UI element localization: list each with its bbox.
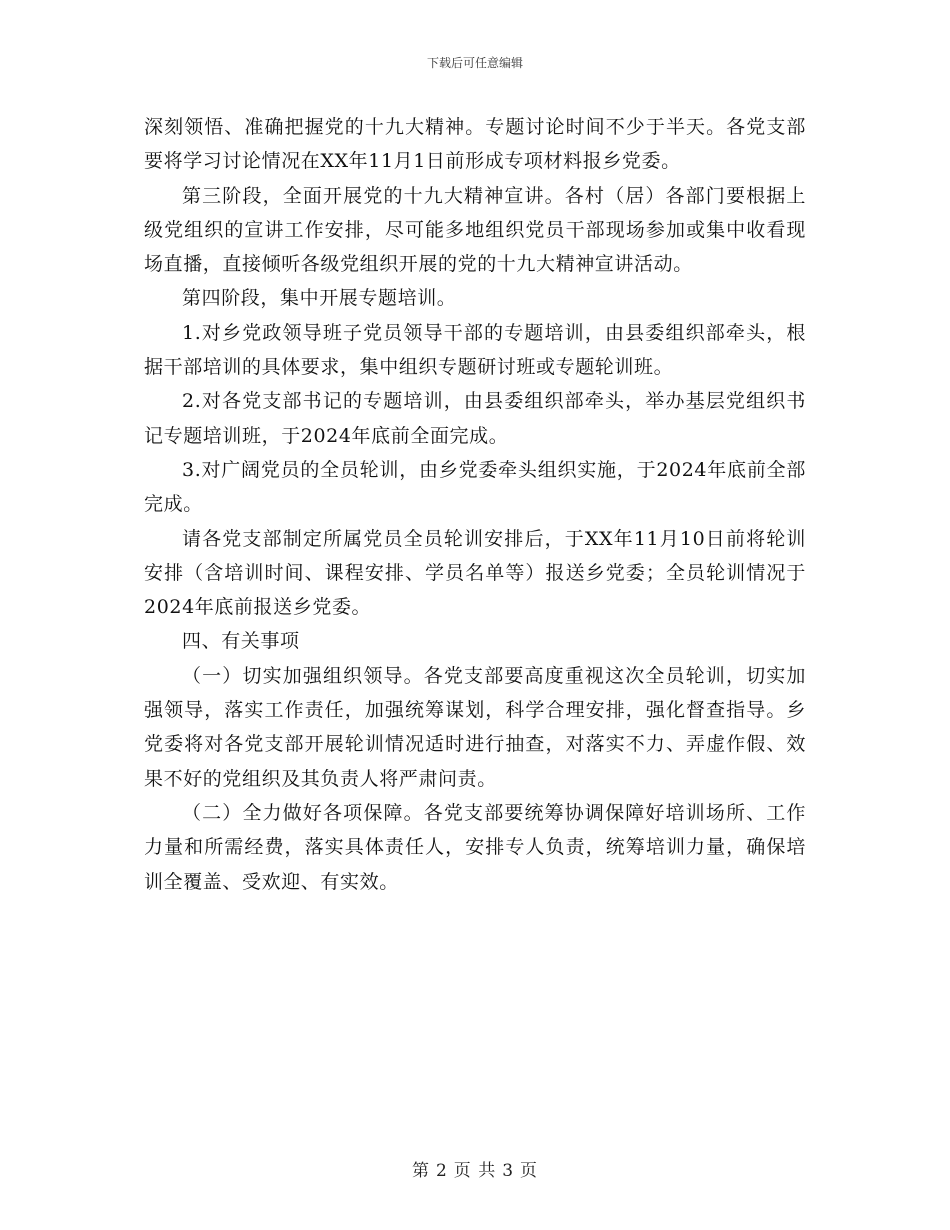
paragraph-item-2: 2.对各党支部书记的专题培训，由县委组织部牵头，举办基层党组织书记专题培训班，于2024年底前全面完成。: [144, 390, 806, 447]
paragraph-item-3: 3.对广阔党员的全员轮训，由乡党委牵头组织实施，于2024年底前全部完成。: [144, 458, 806, 516]
page-mid-text: 页 共: [453, 1161, 497, 1181]
section-heading-matters: 四、有关事项: [182, 630, 300, 653]
current-page-number: 2: [435, 1161, 448, 1181]
paragraph-stage-four: 第四阶段，集中开展专题培训。: [182, 287, 457, 310]
page-footer: [0, 1156, 950, 1181]
page-prefix: 第: [411, 1161, 430, 1181]
paragraph-item-1: 1.对乡党政领导班子党员领导干部的专题培训，由县委组织部牵头，根据干部培训的具体要求，集中组织专题研讨班或专题轮训班。: [144, 321, 806, 379]
document-body: [144, 110, 806, 899]
paragraph-request: 请各党支部制定所属党员全员轮训安排后，于XX年11月10日前将轮训安排（含培训时间、课程安排、学员名单等）报送乡党委；全员轮训情况于2024年底前报送乡党委。: [144, 527, 806, 619]
page-header-note: 下载后可任意编辑: [426, 56, 523, 70]
page-suffix: 页: [520, 1161, 539, 1181]
paragraph-continuation: 深刻领悟、准确把握党的十九大精神。专题讨论时间不少于半天。各党支部要将学习讨论情况在XX年11月1日前形成专项材料报乡党委。: [144, 116, 806, 173]
paragraph-leadership: （一）切实加强组织领导。各党支部要高度重视这次全员轮训，切实加强领导，落实工作责任，加强统筹谋划，科学合理安排，强化督查指导。乡党委将对各党支部开展轮训情况适时进行抽查，对落实不力、弄虚作假、效果不好的党组织及其负责人将严肃问责。: [144, 664, 806, 790]
paragraph-guarantee: （二）全力做好各项保障。各党支部要统筹协调保障好培训场所、工作力量和所需经费，落实具体责任人，安排专人负责，统筹培训力量，确保培训全覆盖、受欢迎、有实效。: [144, 801, 806, 893]
total-pages-number: 3: [502, 1161, 515, 1181]
paragraph-stage-three: 第三阶段，全面开展党的十九大精神宣讲。各村（居）各部门要根据上级党组织的宣讲工作安排，尽可能多地组织党员干部现场参加或集中收看现场直播，直接倾听各级党组织开展的党的十九大精神宣讲活动。: [144, 184, 806, 276]
